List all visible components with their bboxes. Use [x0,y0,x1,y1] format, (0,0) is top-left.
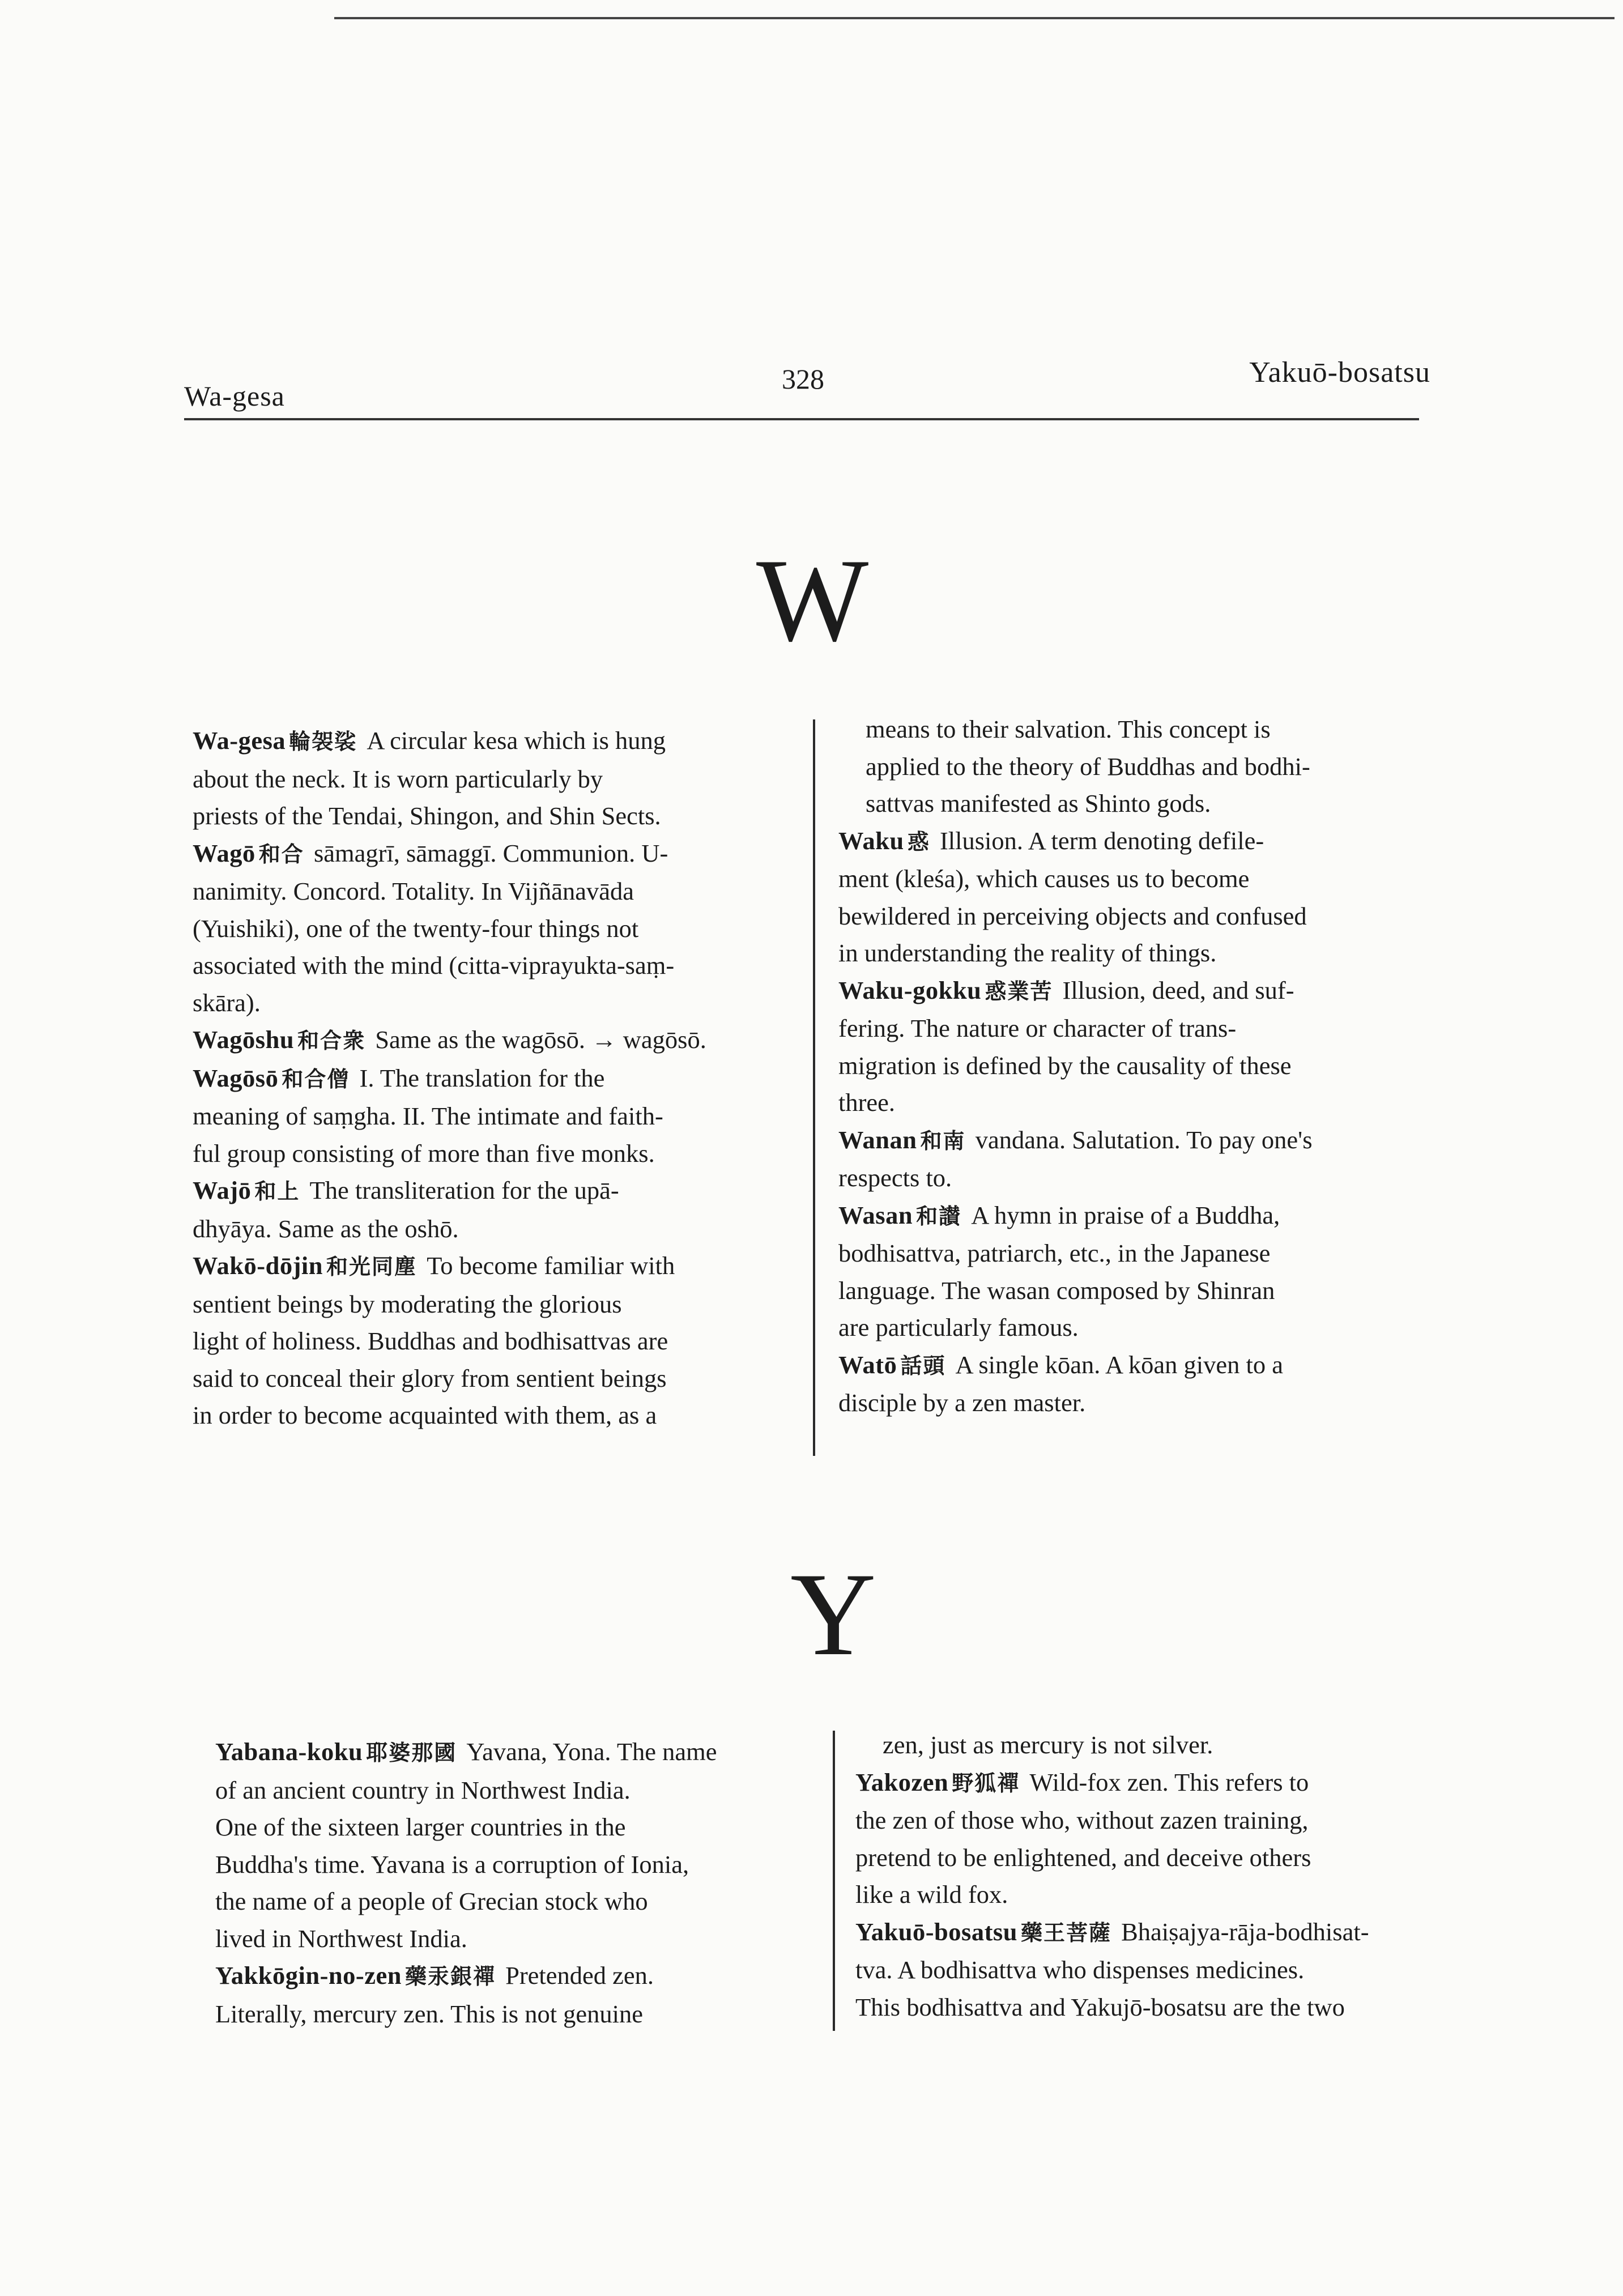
entry-text: bodhisattva, patriarch, etc., in the Japanese [838,1239,1271,1267]
dictionary-entry [215,1733,816,1957]
entry-kanji: 藥王菩薩 [1020,1920,1111,1945]
entry-line [855,1839,1450,1877]
entry-line [215,1957,816,1996]
entry-headword: Wajō [193,1176,252,1204]
entry-text: ment (kleśa), which causes us to become [838,864,1250,893]
continued-text: means to their salvation. This concept is [866,715,1271,743]
entry-line [838,1235,1439,1272]
entry-line [855,1764,1450,1803]
entry-text: said to conceal their glory from sentient beings [193,1364,667,1392]
entry-text: To become familiar with [427,1251,675,1280]
dictionary-entry [193,722,799,835]
entry-text: tva. A bodhisattva who dispenses medicines. [855,1956,1305,1984]
y-right-column [855,1727,1450,2026]
entry-headword: Wanan [838,1125,917,1154]
section-letter-y: Y [790,1549,876,1680]
entry-line [193,1397,799,1434]
entry-line [193,798,799,835]
entry-text: The transliteration for the upā- [309,1176,619,1204]
entry-line [193,1172,799,1211]
entry-line [855,1952,1450,1989]
entry-line [838,1347,1439,1385]
entry-kanji: 和南 [920,1128,966,1153]
dictionary-entry [838,823,1439,972]
entry-line [193,761,799,798]
entry-text: A circular kesa which is hung [367,726,666,755]
entry-text: This bodhisattva and Yakujō-bosatsu are the two [855,1992,1345,2021]
entry-line [855,1802,1450,1839]
entry-text: I. The translation for the [359,1063,605,1092]
running-head [184,346,1430,414]
continued-text: sattvas manifested as Shinto gods. [866,789,1211,817]
entry-line [215,1733,816,1772]
entry-headword: Wagōshu [193,1025,295,1054]
y-left-column [215,1733,816,2033]
header-rule [184,418,1419,420]
entry-text: pretend to be enlightened, and deceive others [855,1843,1311,1872]
entry-line [193,1135,799,1173]
dictionary-entry [215,1957,816,2033]
entry-kanji: 野狐禪 [952,1770,1020,1796]
entry-line [215,1920,816,1958]
entry-text: about the neck. It is worn particularly by [193,764,603,793]
entry-text: Same as the wagōsō. → wagōsō. [375,1025,706,1054]
entry-line [838,1160,1439,1197]
w-column-divider [813,719,815,1456]
entry-line [838,1385,1439,1422]
running-head-right: Yakuō-bosatsu [1249,356,1430,389]
entry-text: Wild-fox zen. This refers to [1029,1767,1309,1796]
dictionary-entry [838,1197,1439,1347]
entry-kanji: 惑 [907,829,930,854]
entry-line [193,835,799,874]
continued-text: zen, just as mercury is not silver. [883,1731,1213,1759]
entry-text: (Yuishiki), one of the twenty-four things not [193,914,639,943]
entry-text: ful group consisting of more than five monks. [193,1139,655,1168]
entry-headword: Yakkōgin-no-zen [215,1961,402,1990]
entry-line [838,1122,1439,1160]
entry-line [193,1247,799,1286]
entry-text: of an ancient country in Northwest India. [215,1775,631,1804]
entry-line [193,910,799,948]
continued-text: applied to the theory of Buddhas and bodhi- [866,752,1310,781]
entry-line [193,873,799,910]
entry-kanji: 耶婆那國 [366,1740,457,1765]
entry-line [215,1996,816,2033]
running-head-left: Wa-gesa [184,380,285,412]
entry-line [193,985,799,1022]
entry-text: skāra). [193,988,261,1017]
entry-headword: Wakō-dōjin [193,1251,323,1280]
entry-line [838,972,1439,1011]
entry-headword: Waku-gokku [838,976,982,1004]
entry-line [215,1772,816,1809]
entry-text: Buddha's time. Yavana is a corruption of Ionia, [215,1850,689,1878]
entry-kanji: 輪袈裟 [289,729,357,754]
entry-text: dhyāya. Same as the oshō. [193,1214,459,1243]
entry-text: vandana. Salutation. To pay one's [975,1125,1313,1154]
y-column-divider [833,1731,835,2031]
entry-line [855,1876,1450,1914]
entry-headword: Watō [838,1350,897,1379]
entry-line [215,1883,816,1920]
entry-text: bewildered in perceiving objects and confused [838,901,1307,930]
dictionary-entry [193,1172,799,1247]
entry-text: language. The wasan composed by Shinran [838,1276,1275,1305]
entry-kanji: 藥汞銀禪 [404,1964,496,1989]
entry-text: meaning of saṃgha. II. The intimate and faith- [193,1102,663,1130]
entry-text: Bhaiṣajya-rāja-bodhisat- [1121,1917,1369,1946]
entry-line [855,1914,1450,1952]
dictionary-entry [838,1347,1439,1422]
entry-text: the name of a people of Grecian stock who [215,1887,648,1915]
entry-kanji: 和讃 [916,1203,962,1229]
entry-line [838,898,1439,935]
entry-text: sāmagrī, sāmaggī. Communion. U- [313,838,668,867]
entry-line [838,1010,1439,1047]
entry-line [215,1809,816,1846]
dictionary-entry [193,835,799,1022]
entry-line [838,1272,1439,1310]
entry-kanji: 和合 [258,841,304,867]
entry-headword: Yabana-koku [215,1737,363,1766]
entry-kanji: 和光同塵 [326,1254,418,1279]
entry-line [193,1060,799,1098]
w-right-column [838,711,1439,1422]
entry-headword: Yakuō-bosatsu [855,1917,1017,1946]
entry-text: Literally, mercury zen. This is not genuine [215,1999,644,2028]
dictionary-entry [193,1060,799,1173]
entry-text: Pretended zen. [505,1961,654,1990]
entry-text: disciple by a zen master. [838,1388,1086,1417]
entry-text: fering. The nature or character of trans- [838,1014,1237,1042]
entry-line [838,1309,1439,1347]
entry-text: Illusion, deed, and suf- [1062,976,1294,1004]
entry-line [838,1197,1439,1236]
dictionary-entry [193,1021,799,1060]
entry-line [193,1211,799,1248]
entry-text: A hymn in praise of a Buddha, [971,1200,1280,1229]
entry-headword: Yakozen [855,1767,949,1796]
entry-line [855,1989,1450,2026]
entry-line [838,823,1439,861]
entry-text: the zen of those who, without zazen training, [855,1806,1309,1834]
entry-line [838,935,1439,972]
entry-line [193,1323,799,1360]
entry-text: priests of the Tendai, Shingon, and Shin Sects. [193,802,661,830]
entry-text: One of the sixteen larger countries in the [215,1813,626,1841]
entry-text: like a wild fox. [855,1880,1008,1909]
entry-line [193,947,799,985]
entry-line [215,1846,816,1884]
entry-line [193,1360,799,1398]
dictionary-entry [838,972,1439,1122]
entry-headword: Wagōsō [193,1063,279,1092]
section-letter-w: W [756,535,869,666]
entry-kanji: 和合衆 [297,1028,366,1053]
entry-text: Illusion. A term denoting defile- [939,826,1264,855]
entry-text: A single kōan. A kōan given to a [955,1350,1283,1379]
entry-text: migration is defined by the causality of these [838,1051,1292,1080]
page-number: 328 [782,363,824,395]
entry-kanji: 和合僧 [282,1066,350,1092]
entry-text: sentient beings by moderating the glorious [193,1289,622,1318]
dictionary-entry [855,1764,1450,1914]
entry-kanji: 和上 [254,1179,300,1204]
entry-text: light of holiness. Buddhas and bodhisattvas are [193,1327,668,1355]
entry-line [838,1047,1439,1085]
entry-kanji: 惑業苦 [985,978,1053,1004]
dictionary-entry [838,1122,1439,1197]
entry-headword: Wasan [838,1200,913,1229]
entry-headword: Wa-gesa [193,726,286,755]
entry-line [193,1098,799,1135]
dictionary-entry [855,1914,1450,2026]
dictionary-entry [193,1247,799,1434]
entry-headword: Wagō [193,838,255,867]
entry-text: in order to become acquainted with them, as a [193,1401,657,1429]
top-edge-rule [334,17,1615,19]
w-left-column [193,722,799,1434]
entry-text: three. [838,1088,896,1117]
entry-text: associated with the mind (citta-viprayukta-saṃ- [193,951,675,979]
entry-line [193,722,799,761]
entry-text: Yavana, Yona. The name [466,1737,717,1766]
entry-line [193,1021,799,1060]
entry-text: respects to. [838,1164,952,1192]
entry-headword: Waku [838,826,904,855]
entry-kanji: 話頭 [900,1353,946,1378]
entry-text: in understanding the reality of things. [838,939,1217,967]
entry-text: are particularly famous. [838,1313,1079,1341]
entry-text: nanimity. Concord. Totality. In Vijñānavāda [193,877,634,905]
entry-line [838,861,1439,898]
entry-line [838,1084,1439,1122]
entry-line [193,1286,799,1323]
entry-text: lived in Northwest India. [215,1924,467,1953]
